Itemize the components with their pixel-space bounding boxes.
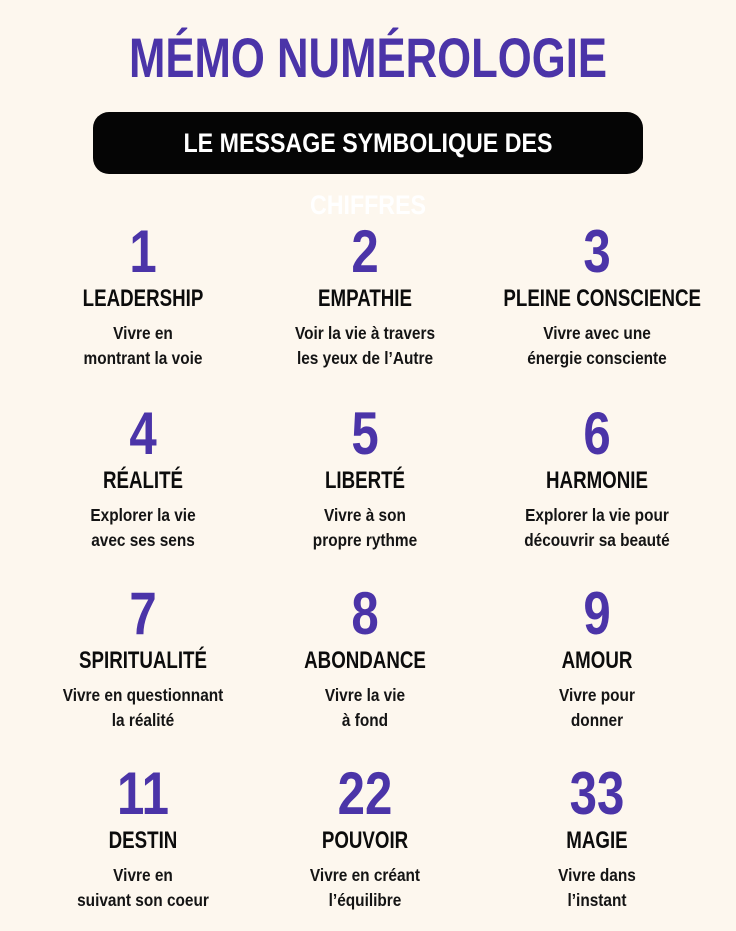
card-description	[37, 321, 248, 371]
card-description-line: la réalité	[111, 710, 175, 730]
card-description	[37, 683, 248, 733]
card-description-line: propre rythme	[312, 530, 418, 550]
card-description-line: Vivre la vie	[324, 685, 406, 705]
card-number: 1	[129, 218, 157, 285]
card-description-line: avec ses sens	[91, 530, 195, 550]
card-description	[491, 321, 702, 371]
card-number: 6	[583, 400, 611, 467]
card-title: PLEINE CONSCIENCE	[503, 285, 702, 312]
card-number: 33	[569, 760, 625, 827]
number-card-22	[245, 760, 485, 913]
card-description-line: l’équilibre	[328, 890, 402, 910]
card-description-line: montrant la voie	[83, 348, 203, 368]
subtitle-text: LE MESSAGE SYMBOLIQUE DES CHIFFRES	[183, 128, 553, 220]
number-card-2	[245, 218, 485, 371]
subtitle-banner	[93, 112, 643, 220]
card-title: POUVOIR	[321, 827, 409, 854]
card-number: 5	[351, 400, 379, 467]
card-description	[259, 321, 470, 371]
card-title: AMOUR	[561, 647, 633, 674]
card-title: LIBERTÉ	[324, 467, 406, 494]
card-title: HARMONIE	[546, 467, 648, 494]
card-description-line: Vivre en créant	[309, 865, 421, 885]
number-card-4	[23, 400, 263, 553]
card-title: DESTIN	[108, 827, 178, 854]
card-title: RÉALITÉ	[102, 467, 184, 494]
card-title: EMPATHIE	[318, 285, 412, 312]
number-card-11	[23, 760, 263, 913]
number-card-8	[245, 580, 485, 733]
card-title: MAGIE	[566, 827, 628, 854]
card-number: 3	[583, 218, 611, 285]
card-number: 2	[351, 218, 379, 285]
card-number: 11	[116, 760, 170, 827]
card-title: ABONDANCE	[304, 647, 426, 674]
card-description	[491, 503, 702, 553]
card-description-line: Vivre pour	[559, 685, 635, 705]
card-number: 8	[351, 580, 379, 647]
number-card-7	[23, 580, 263, 733]
number-card-33	[477, 760, 717, 913]
card-description	[491, 683, 702, 733]
card-description-line: l’instant	[567, 890, 627, 910]
card-description	[259, 683, 470, 733]
card-description-line: Vivre en	[113, 323, 173, 343]
card-description-line: Vivre avec une	[543, 323, 651, 343]
card-number: 4	[129, 400, 157, 467]
card-description-line: découvrir sa beauté	[524, 530, 670, 550]
number-card-1	[23, 218, 263, 371]
card-description-line: donner	[570, 710, 624, 730]
card-description	[259, 503, 470, 553]
card-title: SPIRITUALITÉ	[79, 647, 207, 674]
number-card-3	[477, 218, 717, 371]
card-title: LEADERSHIP	[82, 285, 204, 312]
card-description	[259, 863, 470, 913]
card-description-line: suivant son coeur	[77, 890, 209, 910]
number-card-9	[477, 580, 717, 733]
card-description-line: Explorer la vie	[90, 505, 196, 525]
page-title: MÉMO NUMÉROLOGIE	[128, 26, 608, 89]
card-description	[37, 863, 248, 913]
card-description-line: à fond	[341, 710, 389, 730]
card-number: 22	[337, 760, 393, 827]
card-description-line: Vivre en questionnant	[62, 685, 224, 705]
card-description-line: Vivre dans	[558, 865, 636, 885]
number-card-5	[245, 400, 485, 553]
card-number: 7	[129, 580, 157, 647]
card-number: 9	[583, 580, 611, 647]
card-description	[491, 863, 702, 913]
card-description-line: Vivre en	[113, 865, 173, 885]
card-description-line: les yeux de l’Autre	[296, 348, 434, 368]
card-description-line: énergie consciente	[527, 348, 667, 368]
card-description	[37, 503, 248, 553]
card-description-line: Vivre à son	[324, 505, 406, 525]
card-description-line: Voir la vie à travers	[294, 323, 436, 343]
card-description-line: Explorer la vie pour	[525, 505, 669, 525]
number-card-6	[477, 400, 717, 553]
